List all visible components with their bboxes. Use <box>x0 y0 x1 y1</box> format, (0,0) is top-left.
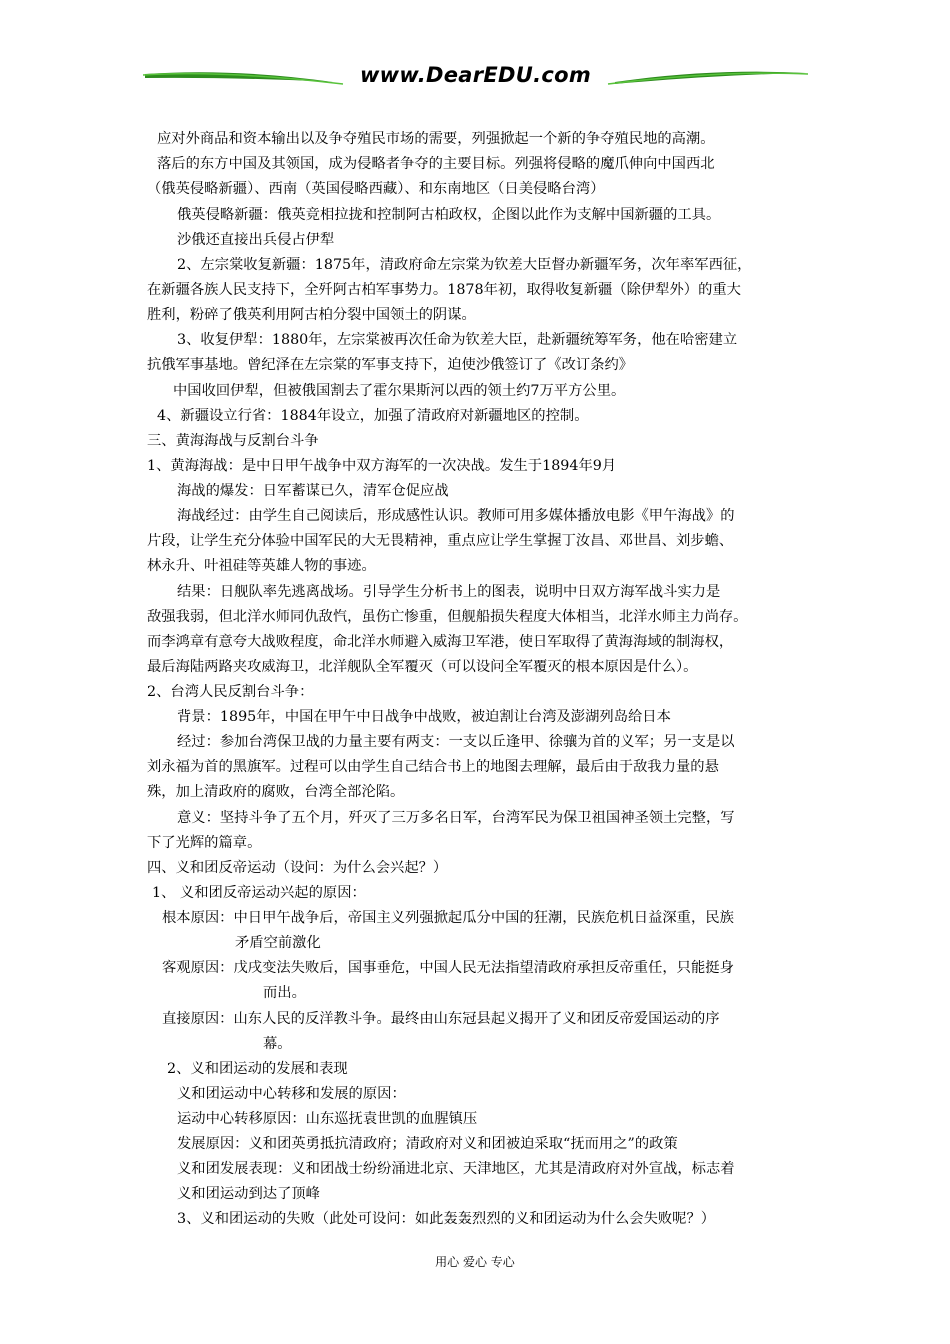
text-line: 3、收复伊犁：1880年，左宗棠被再次任命为钦差大臣，赴新疆统筹军务，他在哈密建立 <box>177 332 738 348</box>
text-line: 落后的东方中国及其领国，成为侵略者争夺的主要目标。列强将侵略的魔爪伸向中国西北 <box>157 156 715 172</box>
text-line: 胜利，粉碎了俄英利用阿古柏分裂中国领土的阴谋。 <box>147 307 476 323</box>
text-line: 最后海陆两路夹攻威海卫，北洋舰队全军覆灭（可以设问全军覆灭的根本原因是什么）。 <box>147 659 698 675</box>
text-line: 沙俄还直接出兵侵占伊犁 <box>177 232 335 248</box>
text-line: 1、黄海海战：是中日甲午战争中双方海军的一次决战。发生于1894年9月 <box>147 458 617 474</box>
text-line: 中国收回伊犁，但被俄国割去了霍尔果斯河以西的领土约7万平方公里。 <box>173 383 626 399</box>
text-line: （俄英侵略新疆）、西南（英国侵略西藏）、和东南地区（日美侵略台湾） <box>147 181 605 197</box>
text-line: 三、黄海海战与反割台斗争 <box>147 433 319 449</box>
text-line: 下了光辉的篇章。 <box>147 835 262 851</box>
text-line: 直接原因：山东人民的反洋教斗争。最终由山东冠县起义揭开了义和团反帝爱国运动的序 <box>162 1011 720 1027</box>
text-line: 抗俄军事基地。曾纪泽在左宗棠的军事支持下，迫使沙俄签订了《改订条约》 <box>147 357 634 373</box>
text-line: 刘永福为首的黑旗军。过程可以由学生自己结合书上的地图去理解，最后由于敌我力量的悬 <box>147 759 719 775</box>
text-line: 4、新疆设立行省：1884年设立，加强了清政府对新疆地区的控制。 <box>157 408 589 424</box>
text-line: 林永升、叶祖硅等英雄人物的事迹。 <box>147 558 376 574</box>
text-line: 背景：1895年，中国在甲午中日战争中战败，被迫割让台湾及澎湖列岛给日本 <box>177 709 671 725</box>
text-line: 客观原因：戊戌变法失败后，国事垂危，中国人民无法指望清政府承担反帝重任，只能挺身 <box>162 960 734 976</box>
text-line: 而李鸿章有意夸大战败程度，命北洋水师避入威海卫军港，使日军取得了黄海海域的制海权， <box>147 634 734 650</box>
text-line: 义和团运动到达了顶峰 <box>177 1186 320 1202</box>
text-line: 结果：日舰队率先逃离战场。引导学生分析书上的图表，说明中日双方海军战斗实力是 <box>177 584 721 600</box>
text-line: 3、义和团运动的失败（此处可设问：如此轰轰烈烈的义和团运动为什么会失败呢？） <box>177 1211 716 1227</box>
text-line: 矛盾空前激化 <box>235 935 321 951</box>
text-line: 敌强我弱，但北洋水师同仇敌忾，虽伤亡惨重，但舰船损失程度大体相当，北洋水师主力尚存。 <box>147 609 748 625</box>
text-line: 根本原因：中日甲午战争后，帝国主义列强掀起瓜分中国的狂潮，民族危机日益深重，民族 <box>162 910 734 926</box>
page-footer: 用心 爱心 专心 <box>435 1255 515 1269</box>
text-line: 应对外商品和资本输出以及争夺殖民市场的需要，列强掀起一个新的争夺殖民地的高潮。 <box>157 131 715 147</box>
text-line: 海战经过：由学生自己阅读后，形成感性认识。教师可用多媒体播放电影《甲午海战》的 <box>177 508 735 524</box>
text-line: 2、左宗棠收复新疆：1875年，清政府命左宗棠为钦差大臣督办新疆军务，次年率军西征， <box>177 257 752 273</box>
text-line: 四、义和团反帝运动（设问：为什么会兴起？） <box>147 860 448 876</box>
text-line: 义和团运动中心转移和发展的原因： <box>177 1086 406 1102</box>
text-line: 在新疆各族人民支持下，全歼阿古柏军事势力。1878年初，取得收复新疆（除伊犁外）的重大 <box>147 282 741 298</box>
text-line: 意义：坚持斗争了五个月，歼灭了三万多名日军，台湾军民为保卫祖国神圣领土完整，写 <box>177 810 735 826</box>
text-line: 片段，让学生充分体验中国军民的大无畏精神，重点应让学生掌握丁汝昌、邓世昌、刘步蟾、 <box>147 533 734 549</box>
text-line: 1、 义和团反帝运动兴起的原因： <box>152 885 366 901</box>
text-line: 俄英侵略新疆：俄英竞相拉拢和控制阿古柏政权，企图以此作为支解中国新疆的工具。 <box>177 207 721 223</box>
text-line: 2、义和团运动的发展和表现 <box>167 1061 348 1077</box>
text-line: 运动中心转移原因：山东巡抚袁世凯的血腥镇压 <box>177 1111 478 1127</box>
text-line: 而出。 <box>263 985 306 1001</box>
site-name: www.DearEDU.com <box>359 63 592 87</box>
text-line: 幕。 <box>263 1036 292 1052</box>
text-line: 经过：参加台湾保卫战的力量主要有两支：一支以丘逢甲、徐骧为首的义军；另一支是以 <box>177 734 735 750</box>
text-line: 义和团发展表现：义和团战士纷纷涌进北京、天津地区，尤其是清政府对外宣战，标志着 <box>177 1161 735 1177</box>
text-line: 发展原因：义和团英勇抵抗清政府；清政府对义和团被迫采取“抚而用之”的政策 <box>177 1136 678 1152</box>
text-line: 海战的爆发：日军蓄谋已久，清军仓促应战 <box>177 483 449 499</box>
text-line: 殊，加上清政府的腐败，台湾全部沦陷。 <box>147 784 405 800</box>
header-banner <box>143 62 808 94</box>
text-line: 2、台湾人民反割台斗争： <box>147 684 314 700</box>
